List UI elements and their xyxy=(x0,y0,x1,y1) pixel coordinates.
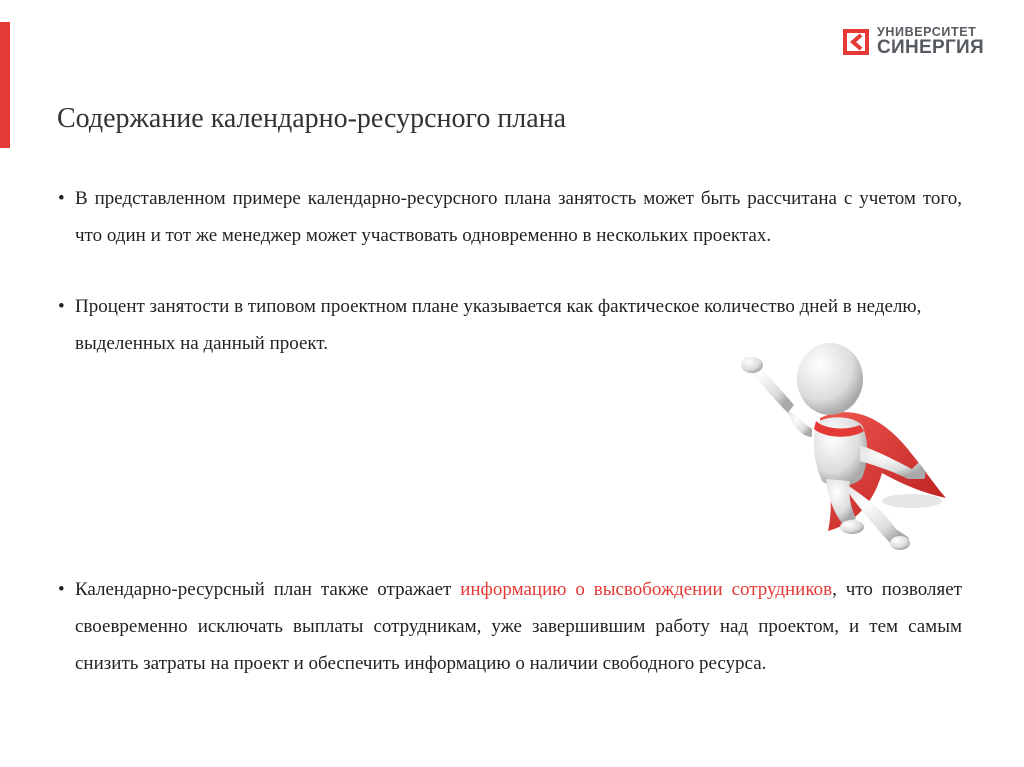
logo-text-line2: СИНЕРГИЯ xyxy=(877,37,984,58)
accent-bar xyxy=(0,22,10,148)
bullet-text: В представленном примере календарно-ресурсного плана занятость может быть рассчитана с учетом того, что один и тот же менеджер может участвовать одновременно в нескольких проектах. xyxy=(75,188,962,246)
university-logo xyxy=(843,25,993,61)
bullet-item xyxy=(58,180,962,254)
slide-title: Содержание календарно-ресурсного плана xyxy=(57,103,567,134)
bullet-text-start: Календарно-ресурсный план также отражает xyxy=(75,579,461,600)
logo-text-line1: УНИВЕРСИТЕТ xyxy=(877,25,977,39)
synergy-logo-mark-icon xyxy=(843,29,869,55)
highlighted-text: информацию о высвобождении сотрудников xyxy=(460,579,833,600)
bullet-text: Процент занятости в типовом проектном плане указывается как фактическое количество дней в неделю, выделенных на данный проект. xyxy=(75,296,922,354)
bullet-marker: • xyxy=(58,296,65,317)
bullet-item xyxy=(58,571,962,682)
bullet-marker: • xyxy=(58,579,65,600)
bullet-marker: • xyxy=(58,188,65,209)
bullet-text-end: , что позволяет своевременно исключать выплаты сотрудникам, уже завершившим работу над проектом, и тем самым снизить затраты на проект и обеспечить информацию о наличии свободного ресурса. xyxy=(75,579,962,674)
bullet-text xyxy=(75,571,962,682)
superhero-figure-icon xyxy=(732,333,954,558)
